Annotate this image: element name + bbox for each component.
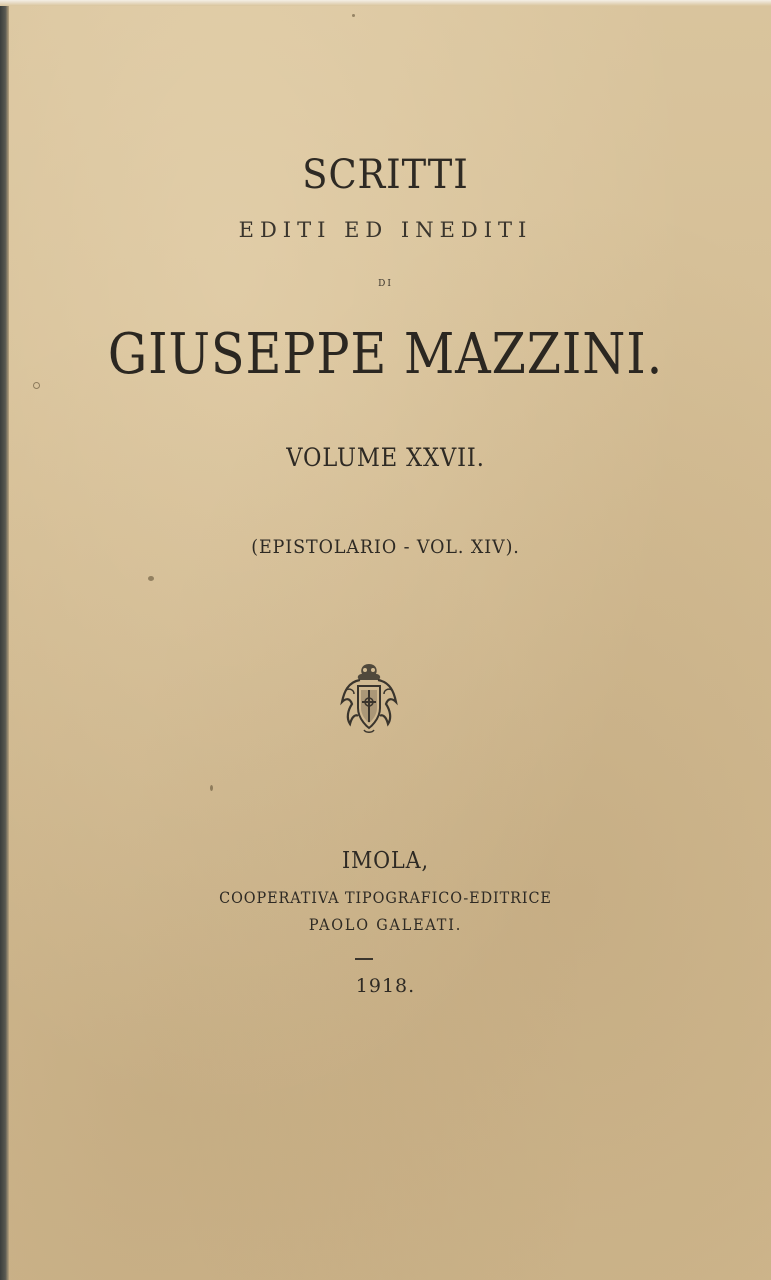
coat-of-arms-icon [338, 660, 400, 736]
printer-name: PAOLO GALEATI. [308, 915, 463, 934]
publication-city: IMOLA, [341, 848, 430, 874]
volume-number: VOLUME XXVII. [286, 443, 485, 472]
book-title: SCRITTI [302, 152, 469, 198]
paper-speck [352, 14, 355, 17]
paper-speck [210, 785, 213, 791]
paper-speck [148, 576, 154, 581]
separator-dash [355, 958, 373, 960]
publisher-name: COOPERATIVA TIPOGRAFICO-EDITRICE [219, 888, 552, 907]
author-name: GIUSEPPE MAZZINI. [107, 322, 664, 387]
book-subtitle: EDITI ED INEDITI [238, 218, 533, 242]
publication-year: 1918. [355, 975, 416, 997]
series-note: (EPISTOLARIO - VOL. XIV). [251, 536, 520, 558]
paper-speck [33, 382, 40, 389]
preposition: DI [378, 279, 393, 289]
spine-edge [0, 0, 9, 1280]
top-edge [0, 0, 771, 6]
